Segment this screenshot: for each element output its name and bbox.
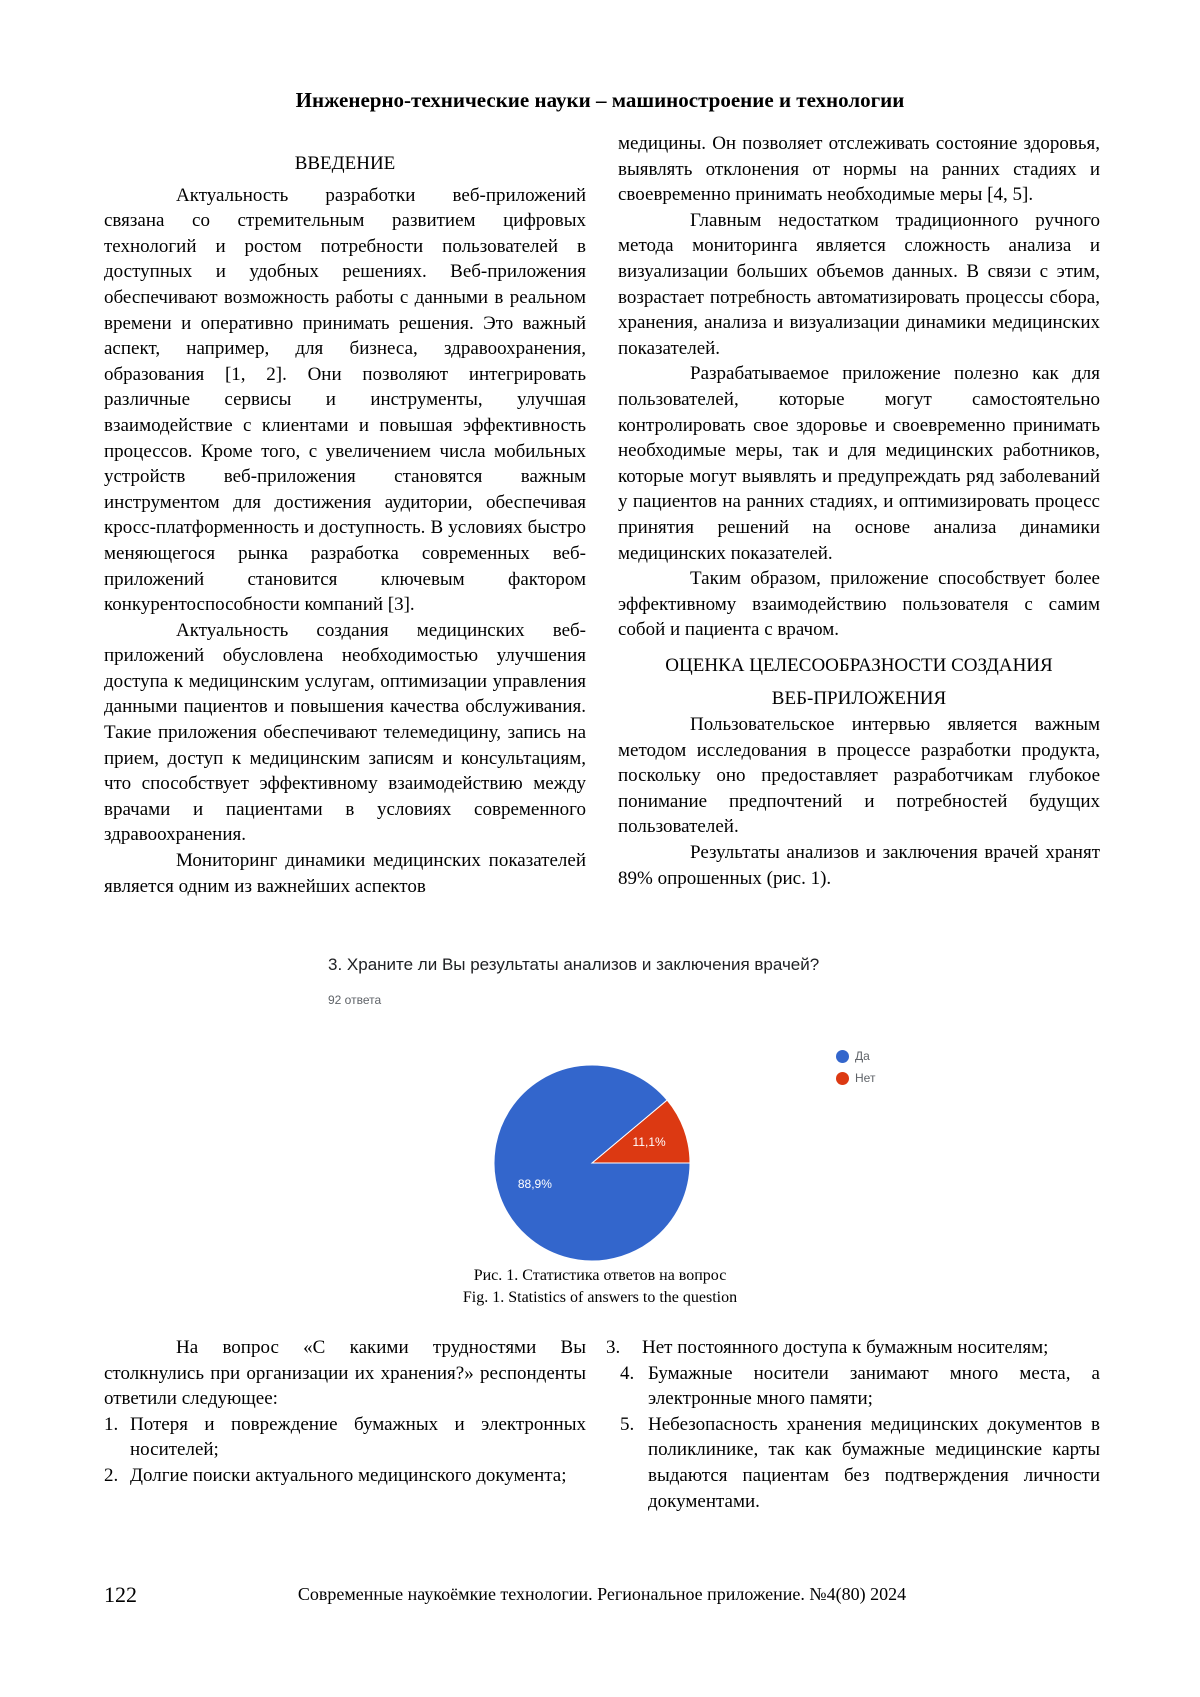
legend-label-yes: Да [855,1049,870,1063]
figure-caption [0,1265,1200,1309]
list-item [104,1463,586,1489]
paragraph: Результаты анализов и заключения врачей хранят 89% опрошенных (рис. 1). [618,842,1100,889]
page-number: 122 [104,1582,137,1607]
section-title-line2: ВЕБ-ПРИЛОЖЕНИЯ [771,688,947,710]
figure-pie-chart [0,955,1200,1315]
pie-label-no: 11,1% [632,1135,666,1150]
caption-ru: Рис. 1. Статистика ответов на вопрос [473,1267,727,1284]
list-item-text: Долгие поиски актуального медицинского документа; [130,1464,567,1486]
list-item [104,1412,586,1463]
list-item-text: Бумажные носители занимают много места, а электронные много памяти; [648,1362,1100,1410]
list-item-number: 4. [620,1362,635,1384]
chart-response-count: 92 ответа [328,993,382,1007]
paragraph: медицины. Он позволяет отслеживать состояние здоровья, выявлять отклонения от нормы на ранних стадиях и своевременно принимать необходимые меры [4, 5]. [618,133,1100,206]
paragraph: Главным недостатком традиционного ручного метода мониторинга является сложность анализа и визуализации больших объемов данных. В связи с этим, возрастает потребность автоматизировать процессы сбора, хранения, анализа и визуализации динамики медицинских показателей. [618,209,1100,359]
legend-item-no [836,1067,875,1089]
list-item-number: 5. [620,1413,635,1435]
section-title-introduction: ВВЕДЕНИЕ [294,153,396,174]
list-item-number: 1. [104,1413,119,1435]
list-item [606,1361,1100,1412]
legend-swatch-no [836,1072,849,1085]
running-header: Инженерно-технические науки – машиностроение и технологии [295,88,905,112]
right-column [618,131,1100,891]
paragraph: Разрабатываемое приложение полезно как для пользователей, которые могут самостоятельно контролировать свое здоровье и своевременно принимать необходимые меры, так и для медицинских работников, которые могут выявлять и предупреждать ряд заболеваний у пациентов на ранних стадиях, и оптимизировать процесс принятия решений на основе анализа динамики медицинских показателей. [618,363,1100,564]
legend-swatch-yes [836,1050,849,1063]
chart-title: 3. Храните ли Вы результаты анализов и заключения врачей? [328,955,820,974]
section-title-line1: ОЦЕНКА ЦЕЛЕСООБРАЗНОСТИ СОЗДАНИЯ [665,654,1053,676]
paragraph: Актуальность разработки веб-приложений связана со стремительным развитием цифровых технологий и ростом потребности пользователей в доступных и удобных решениях. Веб-приложения обеспечивают возможность работы с данными в реальном времени и оперативно принимать решения. Это важный аспект, например, для бизнеса, здравоохранения, образования [1, 2]. Они позволяют интегрировать различные сервисы и инструменты, улучшая взаимодействие с клиентами и повышая эффективность процессов. Кроме того, с увеличением числа мобильных устройств веб-приложения становятся важным инструментом для достижения аудитории, обеспечивая кросс-платформенность и доступность. В условиях быстро меняющегося рынка разработка современных веб-приложений становится ключевым фактором конкурентоспособности компаний [3]. [104,184,586,616]
list-left-column [104,1335,586,1489]
paragraph: Таким образом, приложение способствует более эффективному взаимодействию пользователя с самим собой и пациента с врачом. [618,568,1100,641]
pie-label-yes: 88,9% [517,1176,552,1191]
list-intro: На вопрос «С какими трудностями Вы столкнулись при организации их хранения?» респонденты ответили следующее: [104,1337,586,1410]
paragraph: Пользовательское интервью является важным методом исследования в процессе разработки продукта, поскольку оно предоставляет разработчикам глубокое понимание предпочтений и потребностей будущих пользователей. [618,714,1100,838]
pie-slice-yes [494,1065,690,1261]
pie-chart [0,955,1200,1265]
list-item-number: 3. [606,1337,621,1358]
left-column [104,143,586,899]
list-right-column [606,1335,1100,1514]
legend-item-yes [836,1045,875,1067]
chart-legend [836,1045,875,1089]
journal-title: Современные наукоёмкие технологии. Региональное приложение. №4(80) 2024 [297,1584,907,1604]
list-item [606,1335,1100,1361]
list-item-text: Нет постоянного доступа к бумажным носителям; [642,1337,1049,1358]
list-item [606,1412,1100,1514]
list-item-number: 2. [104,1464,119,1486]
list-item-text: Небезопасность хранения медицинских документов в поликлинике, так как бумажные медицинские карты выдаются пациентам без подтверждения личности документами. [648,1413,1100,1512]
paragraph: Актуальность создания медицинских веб-приложений обусловлена необходимостью улучшения доступа к медицинским услугам, оптимизации управления данными пациентов и повышения качества обслуживания. Такие приложения обеспечивают телемедицину, запись на прием, доступ к медицинским записям и консультациям, что способствует эффективному взаимодействию между врачами и пациентами в условиях современного здравоохранения. [104,619,586,846]
caption-en: Fig. 1. Statistics of answers to the question [462,1289,738,1306]
legend-label-no: Нет [855,1071,876,1085]
list-item-text: Потеря и повреждение бумажных и электронных носителей; [130,1413,586,1461]
paragraph: Мониторинг динамики медицинских показателей является одним из важнейших аспектов [104,850,586,897]
